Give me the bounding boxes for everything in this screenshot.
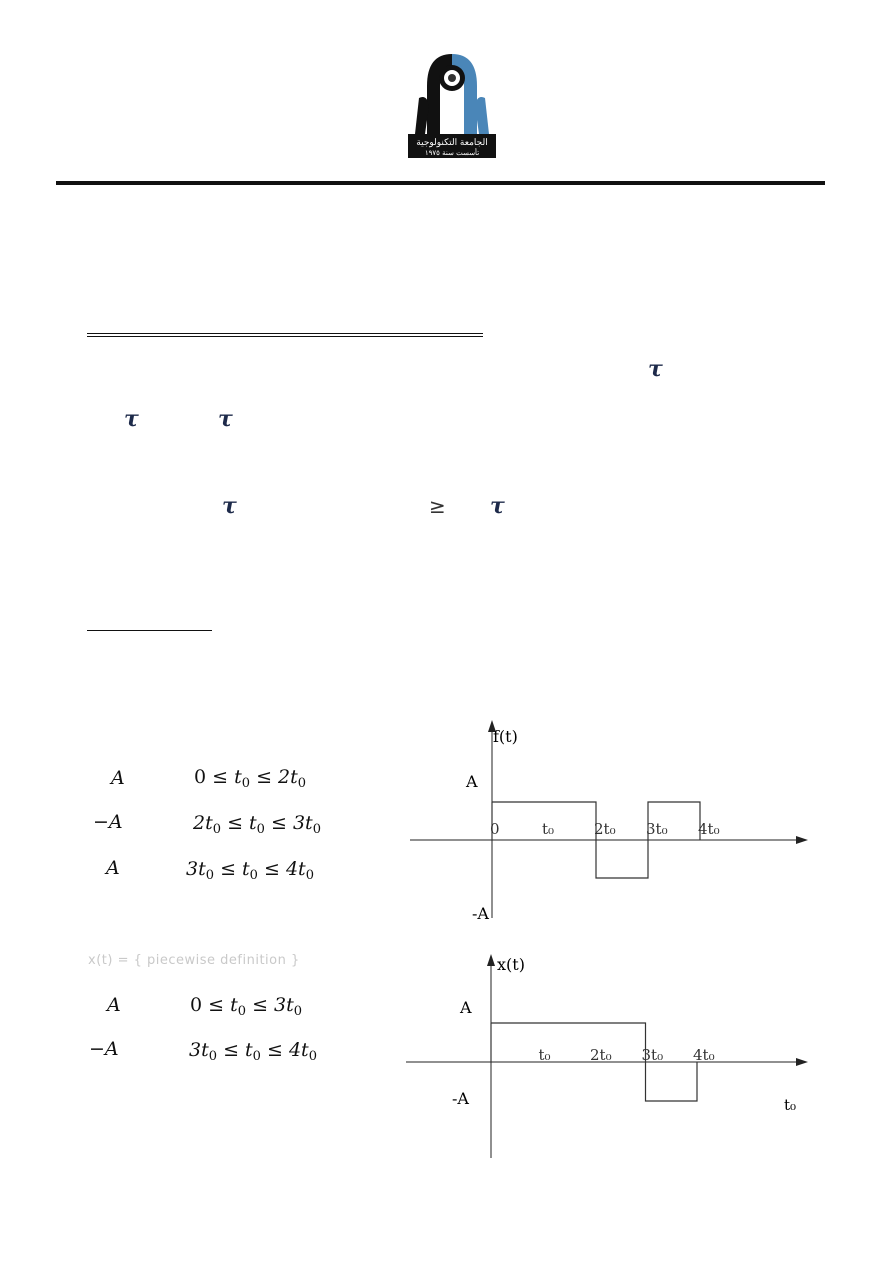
eq-x-2-amp: −A xyxy=(89,1038,119,1060)
eq-f-2-amp: −A xyxy=(93,811,123,833)
section-heading-underline-2 xyxy=(87,336,483,337)
f-xtick-3: 3t₀ xyxy=(646,820,668,838)
x-ytick-negA: -A xyxy=(452,1089,469,1108)
x-xtick-1: 2t₀ xyxy=(590,1046,612,1064)
f-xtick-4: 4t₀ xyxy=(698,820,720,838)
x-xtick-3: 4t₀ xyxy=(693,1046,715,1064)
chart-f xyxy=(400,718,820,928)
eq-f-3-range: $3t_0 \le t_0 \le 4t_0$ xyxy=(186,858,314,883)
chart-x xyxy=(400,952,820,1162)
x-ytick-A: A xyxy=(460,998,472,1017)
header-rule xyxy=(56,181,825,185)
eq-f-3-amp: A xyxy=(106,857,120,879)
tau-symbol-1: τ xyxy=(648,356,663,382)
university-logo xyxy=(405,46,499,160)
f-xtick-2: 2t₀ xyxy=(594,820,616,838)
x-xlabel: t₀ xyxy=(784,1096,797,1114)
f-xtick-1: t₀ xyxy=(542,820,555,838)
x-xtick-0: t₀ xyxy=(538,1046,551,1064)
geq-symbol: ≥ xyxy=(429,494,446,518)
example-heading-underline xyxy=(87,630,212,631)
eq-x-2-range: $3t_0 \le t_0 \le 4t_0$ xyxy=(189,1039,317,1064)
eq-x-1-range: $0 \le t_0 \le 3t_0$ xyxy=(190,994,303,1019)
f-xtick-0: 0 xyxy=(490,820,500,838)
eq-f-1-range: $0 \le t_0 \le 2t_0$ xyxy=(194,766,307,791)
tau-symbol-2: τ xyxy=(124,406,139,432)
logo-subtext: تأسست سنة ١٩٧٥ xyxy=(424,149,480,157)
eq-f-2-range: $2t_0 \le t_0 \le 3t_0$ xyxy=(193,812,321,837)
x-x-arrow xyxy=(796,1058,808,1066)
eq-f-1-amp: A xyxy=(111,767,125,789)
f-ytick-negA: -A xyxy=(472,904,489,923)
tau-symbol-3: τ xyxy=(218,406,233,432)
tau-symbol-4: τ xyxy=(222,493,237,519)
faded-caption: x(t) = { piecewise definition } xyxy=(88,953,300,968)
logo-text: الجامعة التكنولوجية xyxy=(416,138,488,148)
f-ylabel: f(t) xyxy=(493,727,518,746)
x-y-arrow xyxy=(487,954,495,966)
f-ytick-A: A xyxy=(466,772,478,791)
tau-symbol-5: τ xyxy=(490,493,505,519)
x-ylabel: x(t) xyxy=(497,955,525,974)
section-heading-underline xyxy=(87,333,483,334)
f-x-arrow xyxy=(796,836,808,844)
x-xtick-2: 3t₀ xyxy=(641,1046,664,1064)
eq-x-1-amp: A xyxy=(107,994,121,1016)
